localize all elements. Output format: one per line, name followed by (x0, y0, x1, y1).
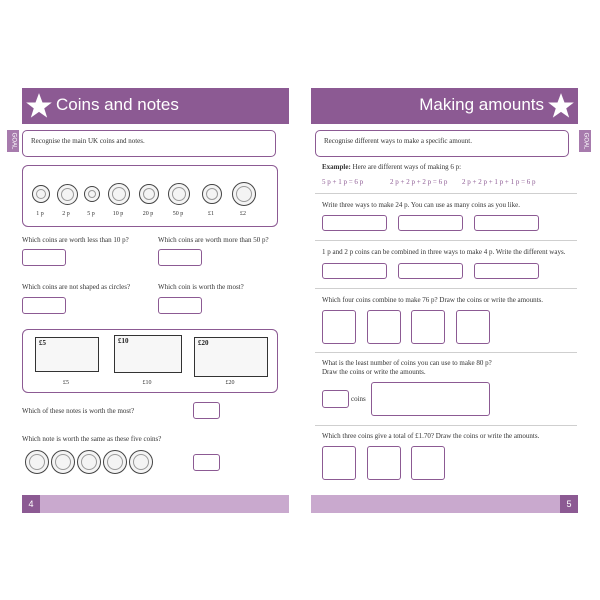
coin-icon (168, 183, 190, 205)
separator (315, 240, 577, 241)
question-note-worth-most: Which of these notes is worth the most? (22, 407, 135, 415)
coin-icon (129, 450, 153, 474)
star-icon (25, 92, 53, 120)
example-way-1: 5 p + 1 p = 6 p (322, 178, 364, 186)
coin-icon (139, 184, 159, 204)
left-goal-box (22, 130, 276, 157)
right-goal-box (315, 130, 569, 157)
left-page-number: 4 (22, 495, 40, 513)
question-24p: Write three ways to make 24 p. You can use as many coins as you like. (322, 201, 521, 209)
answer-80p-drawing[interactable] (371, 382, 490, 416)
coin-icon (232, 182, 256, 206)
answer-76p-3[interactable] (411, 310, 445, 344)
coin-icon (32, 185, 50, 203)
right-footer-bar (311, 495, 578, 513)
separator (315, 425, 577, 426)
question-more-than-50p: Which coins are worth more than 50 p? (158, 236, 269, 244)
coin-label: 20 p (142, 211, 154, 217)
answer-box-more-than-50p[interactable] (158, 249, 202, 266)
coin-icon (51, 450, 75, 474)
twenty-pound-note: £20 (194, 337, 268, 377)
coin-label: 50 p (172, 211, 184, 217)
answer-76p-1[interactable] (322, 310, 356, 344)
answer-24p-2[interactable] (398, 215, 463, 231)
coin-icon (108, 183, 130, 205)
coin-icon (57, 184, 78, 205)
question-less-than-10p: Which coins are worth less than 10 p? (22, 236, 129, 244)
right-page-number: 5 (560, 495, 578, 513)
answer-1-70-3[interactable] (411, 446, 445, 480)
note-label-20: £20 (225, 380, 235, 386)
answer-80p-count[interactable] (322, 390, 349, 408)
ten-pound-note: £10 (114, 335, 182, 373)
coin-label: 1 p (36, 211, 44, 217)
answer-1-70-2[interactable] (367, 446, 401, 480)
coin-icon (202, 184, 222, 204)
coin-label: 10 p (112, 211, 124, 217)
note-label-5: £5 (63, 380, 69, 386)
separator (315, 193, 577, 194)
note-label-10: £10 (142, 380, 152, 386)
left-page-title: Coins and notes (56, 95, 179, 114)
answer-24p-1[interactable] (322, 215, 387, 231)
separator (315, 288, 577, 289)
answer-box-less-than-10p[interactable] (22, 249, 66, 266)
coin-label: 5 p (87, 211, 95, 217)
answer-24p-3[interactable] (474, 215, 539, 231)
answer-76p-2[interactable] (367, 310, 401, 344)
left-footer-bar (22, 495, 289, 513)
answer-box-not-circles[interactable] (22, 297, 66, 314)
right-goal-text: Recognise different ways to make a specific amount. (324, 137, 472, 145)
coins-label: coins (351, 395, 366, 403)
example-way-3: 2 p + 2 p + 1 p + 1 p = 6 p (462, 178, 536, 186)
question-not-circles: Which coins are not shaped as circles? (22, 283, 131, 291)
coin-label: £1 (208, 211, 214, 217)
example-text: Here are different ways of making 6 p: (350, 163, 462, 171)
answer-box-worth-most-coin[interactable] (158, 297, 202, 314)
answer-4p-3[interactable] (474, 263, 539, 279)
left-goal-tab: GOAL (7, 130, 19, 152)
coin-icon (103, 450, 127, 474)
right-page-title: Making amounts (419, 95, 544, 114)
answer-4p-1[interactable] (322, 263, 387, 279)
coin-label: £2 (240, 211, 246, 217)
answer-1-70-1[interactable] (322, 446, 356, 480)
right-goal-tab: GOAL (579, 130, 591, 152)
question-1-70: Which three coins give a total of £1.70? Draw the coins or write the amounts. (322, 432, 540, 440)
answer-4p-2[interactable] (398, 263, 463, 279)
question-4p: 1 p and 2 p coins can be combined in three ways to make 4 p. Write the different ways. (322, 248, 566, 256)
coin-icon (84, 186, 100, 202)
star-icon (547, 92, 575, 120)
question-80p-line1: What is the least number of coins you can use to make 80 p? (322, 359, 492, 367)
question-five-coins: Which note is worth the same as these five coins? (22, 435, 162, 443)
question-80p-line2: Draw the coins or write the amounts. (322, 368, 426, 376)
coin-icon (77, 450, 101, 474)
left-title-banner (22, 88, 289, 124)
separator (315, 352, 577, 353)
example-label: Example: (322, 163, 351, 171)
coin-label: 2 p (62, 211, 70, 217)
example-way-2: 2 p + 2 p + 2 p = 6 p (390, 178, 448, 186)
question-76p: Which four coins combine to make 76 p? Draw the coins or write the amounts. (322, 296, 544, 304)
left-goal-text: Recognise the main UK coins and notes. (31, 137, 145, 145)
example-line (322, 163, 461, 171)
question-worth-most-coin: Which coin is worth the most? (158, 283, 244, 291)
answer-76p-4[interactable] (456, 310, 490, 344)
five-pound-note: £5 (35, 337, 99, 372)
right-title-banner (311, 88, 578, 124)
coin-icon (25, 450, 49, 474)
answer-box-note-worth-most[interactable] (193, 402, 220, 419)
answer-box-five-coins[interactable] (193, 454, 220, 471)
